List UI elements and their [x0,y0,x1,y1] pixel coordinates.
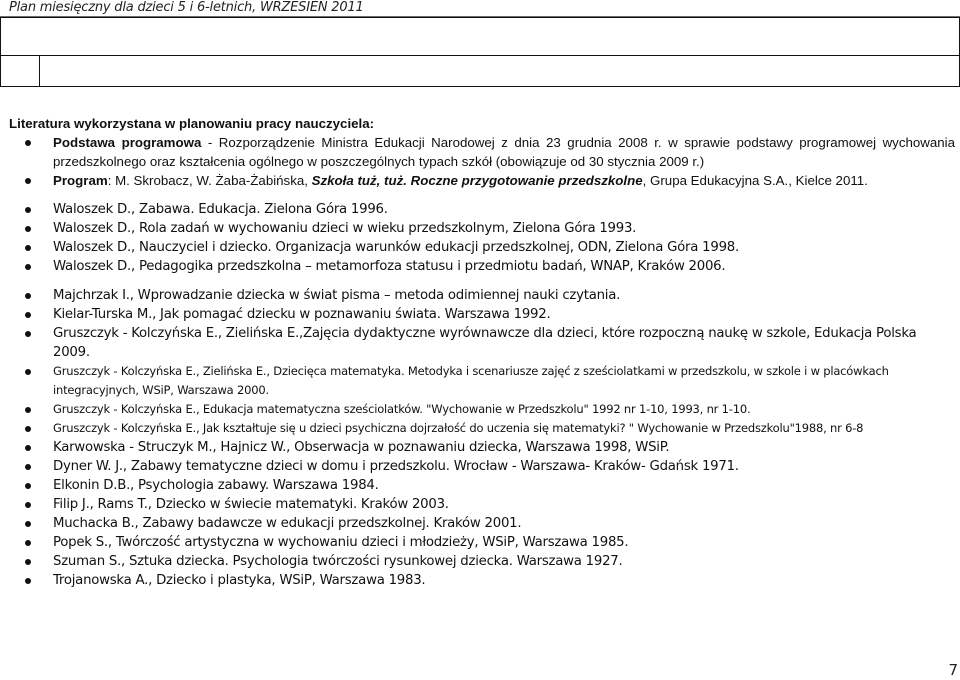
program-title-2: Roczne przygotowanie przedszkolne [410,173,643,188]
list-item: Szuman S., Sztuka dziecka. Psychologia twórczości rysunkowej dziecka. Warszawa 1927. [9,552,955,571]
literature-section [9,114,955,590]
list-item: Gruszczyk - Kolczyńska E., Zielińska E., Dziecięca matematyka. Metodyka i scenariusze zajęć z sześciolatkami w przedszkolu, w szkole i w placówkach integracyjnych, WSiP, Warszawa 2000. [9,362,955,400]
list-item: Kielar-Turska M., Jak pomagać dziecku w poznawaniu świata. Warszawa 1992. [9,305,955,324]
program-publisher: , Grupa Edukacyjna S.A., Kielce 2011. [642,173,868,188]
table-cell [1,56,40,87]
program-base-label: Podstawa programowa [53,135,202,150]
list-item: Waloszek D., Nauczyciel i dziecko. Organizacja warunków edukacji przedszkolnej, ODN, Zielona Góra 1998. [9,238,955,257]
waloszek-list [9,200,955,276]
list-item: Majchrzak I., Wprowadzanie dziecka w świat pisma – metoda odimiennej nauki czytania. [9,286,955,305]
literature-heading: Literatura wykorzystana w planowaniu pracy nauczyciela: [9,116,375,131]
list-item: Gruszczyk - Kolczyńska E., Jak kształtuje się u dzieci psychiczna dojrzałość do uczenia się matematyki? " Wychowanie w Przedszkolu"1988, nr 6-8 [9,419,955,438]
plan-table [0,17,960,87]
list-item: Waloszek D., Pedagogika przedszkolna – metamorfoza statusu i przedmiotu badań, WNAP, Kraków 2006. [9,257,955,276]
list-item: Muchacka B., Zabawy badawcze w edukacji przedszkolnej. Kraków 2001. [9,514,955,533]
list-item-program [9,171,955,190]
list-item: Elkonin D.B., Psychologia zabawy. Warszawa 1984. [9,476,955,495]
program-authors: : M. Skrobacz, W. Żaba-Żabińska, [107,173,312,188]
program-label: Program [53,173,108,188]
list-item: Dyner W. J., Zabawy tematyczne dzieci w domu i przedszkolu. Wrocław - Warszawa- Kraków- Gdańsk 1971. [9,457,955,476]
list-item: Trojanowska A., Dziecko i plastyka, WSiP, Warszawa 1983. [9,571,955,590]
list-item: Popek S., Twórczość artystyczna w wychowaniu dzieci i młodzieży, WSiP, Warszawa 1985. [9,533,955,552]
list-item-program-base [9,133,955,171]
page-header: Plan miesięczny dla dzieci 5 i 6-letnich, WRZESIEŃ 2011 [9,0,364,15]
references-list [9,286,955,590]
list-item: Waloszek D., Rola zadań w wychowaniu dzieci w wieku przedszkolnym, Zielona Góra 1993. [9,219,955,238]
table-row [1,18,960,56]
list-item: Filip J., Rams T., Dziecko w świecie matematyki. Kraków 2003. [9,495,955,514]
table-cell [1,18,960,56]
list-item: Gruszczyk - Kolczyńska E., Zielińska E.,Zajęcia dydaktyczne wyrównawcze dla dzieci, które rozpoczną naukę w szkole, Edukacja Polska 2009. [9,324,955,362]
list-item: Gruszczyk - Kolczyńska E., Edukacja matematyczna sześciolatków. "Wychowanie w Przedszkolu" 1992 nr 1-10, 1993, nr 1-10. [9,400,955,419]
list-item: Karwowska - Struczyk M., Hajnicz W., Obserwacja w poznawaniu dziecka, Warszawa 1998, WSiP. [9,438,955,457]
program-title-1: Szkoła tuż, tuż. [311,173,411,188]
table-row [1,56,960,87]
program-list [9,133,955,190]
page-number: 7 [948,661,958,679]
program-base-text: - Rozporządzenie Ministra Edukacji Narodowej z dnia 23 grudnia 2008 r. w sprawie podstawy programowej wychowania przedszkolnego oraz kształcenia ogólnego w poszczególnych typach szkół (obowiązuje od 30 stycznia 2009 r.) [53,135,955,169]
list-item: Waloszek D., Zabawa. Edukacja. Zielona Góra 1996. [9,200,955,219]
table-cell [40,56,960,87]
